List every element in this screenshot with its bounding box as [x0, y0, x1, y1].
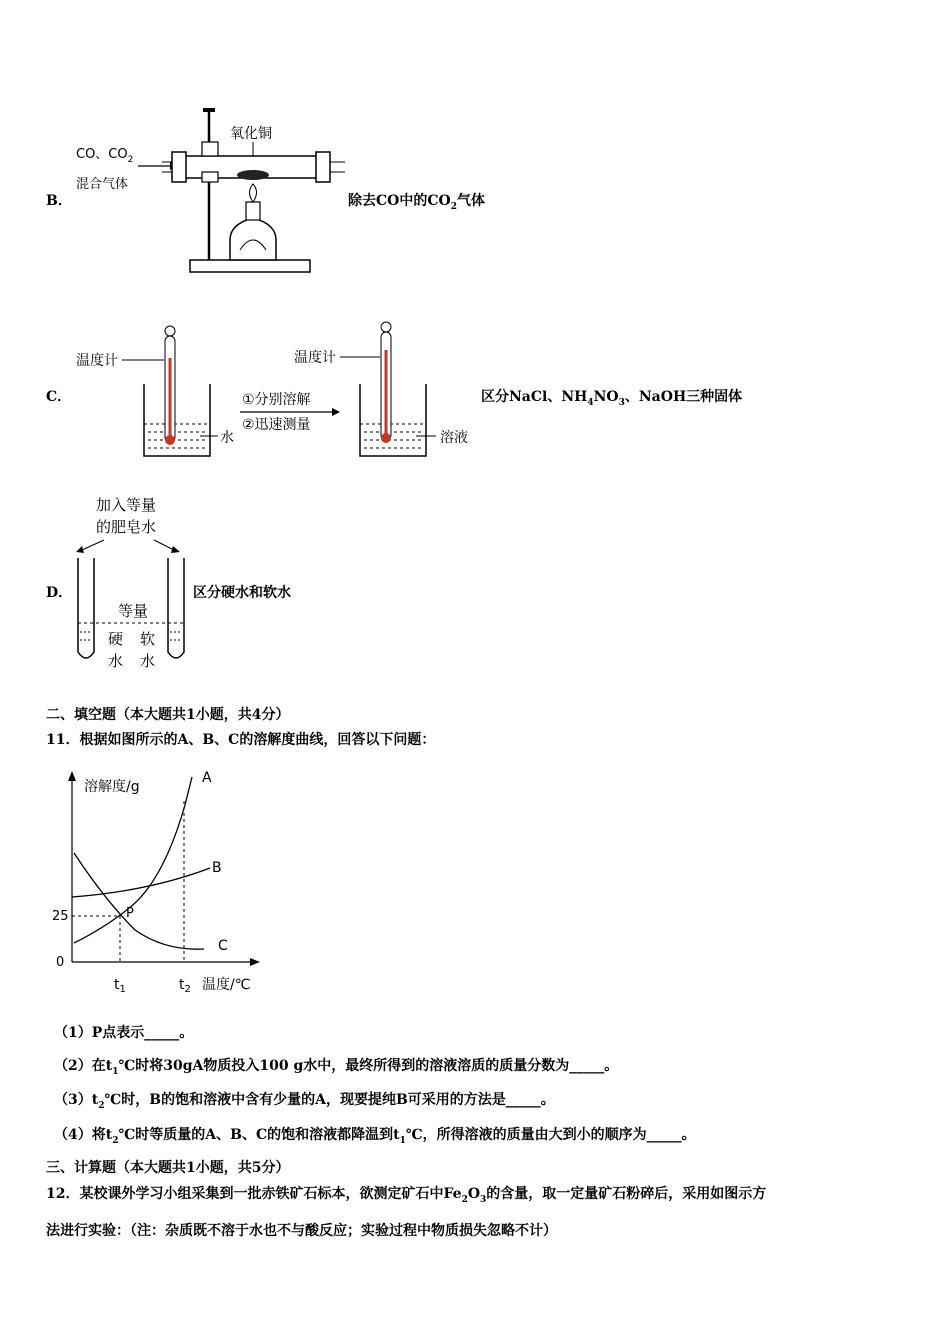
- x-axis-label: 温度/℃: [202, 977, 251, 993]
- x-tick-t1: $t_1$: [114, 977, 126, 995]
- add-soap-label-2: 的肥皂水: [96, 518, 157, 536]
- alcohol-lamp: [230, 218, 276, 260]
- section-3-heading: 三、计算题（本大题共1小题，共5分）: [46, 1160, 290, 1176]
- stand-base: [190, 260, 310, 272]
- question-12-line-2: 法进行实验：（注：杂质既不溶于水也不与酸反应；实验过程中物质损失忽略不计）: [46, 1223, 557, 1239]
- mixture-label: 混合气体: [76, 177, 129, 192]
- step1-label: ①分别溶解: [242, 392, 311, 408]
- soft-label-1: 软: [140, 630, 156, 648]
- option-b-letter: B．: [46, 193, 72, 209]
- sub-question-2: （2）在$t_1℃$时将30gA物质投入100 g水中，最终所得到的溶液溶质的质量分数为_____。: [54, 1058, 619, 1077]
- copper-oxide-powder: [237, 170, 269, 180]
- soft-label-2: 水: [140, 652, 156, 670]
- thermometer-label-left: 温度计: [76, 353, 118, 369]
- option-d-letter: D．: [46, 585, 73, 601]
- curve-b-label: B: [212, 860, 222, 876]
- hard-label-2: 水: [108, 652, 124, 670]
- solubility-chart: [40, 765, 280, 1000]
- option-b-description: 除去CO中的$CO_2$气体: [348, 193, 485, 212]
- solution-label: 溶液: [440, 430, 468, 446]
- option-d-description: 区分硬水和软水: [193, 585, 291, 601]
- curve-c-label: C: [218, 938, 228, 954]
- option-c-thermometer-figure: [70, 320, 480, 470]
- option-c-letter: C．: [46, 389, 72, 405]
- y-tick-0: 0: [56, 955, 65, 970]
- beaker-left: [144, 384, 210, 456]
- option-d-test-tube-figure: [70, 492, 195, 672]
- question-12-line-1: 12．某校课外学习小组采集到一批赤铁矿石标本，欲测定矿石中$Fe_2O_3$的含量，取一定量矿石粉碎后，采用如图示方: [46, 1186, 767, 1205]
- equal-label: 等量: [118, 602, 149, 620]
- x-tick-t2: $t_2$: [179, 977, 191, 995]
- section-2-heading: 二、填空题（本大题共1小题，共4分）: [46, 707, 290, 723]
- add-soap-label-1: 加入等量: [96, 496, 157, 514]
- step2-label: ②迅速测量: [242, 417, 311, 433]
- test-tube-soft-water: [168, 558, 184, 658]
- test-tube-hard-water: [78, 558, 94, 658]
- curve-b: [72, 868, 210, 897]
- thermometer-label-right: 温度计: [294, 350, 336, 366]
- beaker-right: [360, 384, 426, 456]
- copper-oxide-label: 氧化铜: [230, 126, 272, 142]
- y-tick-25: 25: [52, 909, 69, 924]
- gas-label: CO、$CO_2$: [76, 147, 134, 165]
- sub-question-3: $(3)t_2℃$时，B的饱和溶液中含有少量的A，现要提纯B可采用的方法是_____。: [54, 1092, 555, 1111]
- question-11: 11．根据如图所示的A、B、C的溶解度曲线，回答以下问题：: [46, 732, 436, 748]
- flame: [250, 184, 257, 202]
- option-b-apparatus-figure: [70, 100, 350, 280]
- y-axis-label: 溶解度/g: [84, 779, 140, 795]
- water-label: 水: [220, 430, 234, 446]
- option-c-description: 区分NaCl、$NH_4NO_3$、NaOH三种固体: [481, 389, 743, 408]
- sub-question-4: （4）将$t_2℃$时等质量的A、B、C的饱和溶液都降温到$t_1℃$，所得溶液的质量由大到小的顺序为_____。: [54, 1127, 696, 1146]
- sub-question-1: （1）P点表示_____。: [54, 1025, 194, 1041]
- curve-a-label: A: [202, 770, 212, 786]
- point-p-label: P: [126, 906, 134, 921]
- hard-label-1: 硬: [108, 630, 124, 648]
